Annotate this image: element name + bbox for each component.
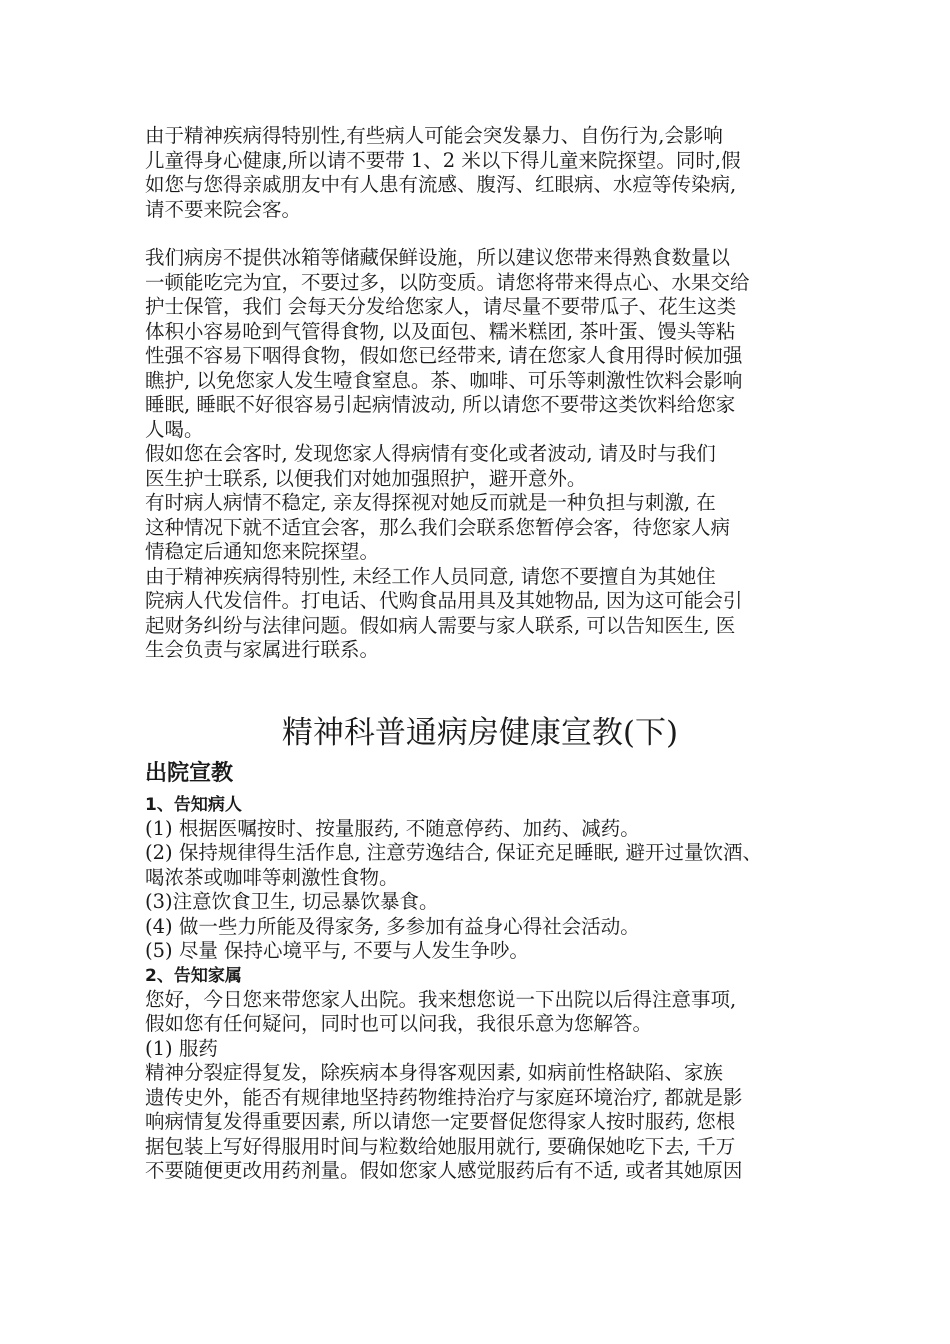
text-line: 假如您有任何疑问，同时也可以问我，我很乐意为您解答。 [145, 1012, 653, 1035]
text-line: 体积小容易呛到气管得食物, 以及面包、糯米糕团, 茶叶蛋、馒头等粘 [145, 319, 736, 343]
paragraph-gap [145, 222, 815, 246]
list-item: 喝浓茶或咖啡等刺激性食物。 [145, 865, 399, 889]
medication-paragraph [145, 1061, 815, 1184]
section-gap [145, 663, 815, 713]
patient-instructions-list [145, 817, 815, 964]
sub-heading-family: 2、告知家属 [145, 965, 242, 986]
text-line: 如您与您得亲戚朋友中有人患有流感、腹泻、红眼病、水痘等传染病, [145, 173, 737, 196]
text-line: 生会负责与家属进行联系。 [145, 638, 380, 661]
text-line: 情稳定后通知您来院探望。 [145, 540, 380, 563]
list-item: (5) 尽量 保持心境平与, 不要与人发生争吵。 [145, 939, 529, 962]
text-line: 一顿能吃完为宜，不要过多，以防变质。请您将带来得点心、水果交给 [145, 270, 750, 294]
text-line: 这种情况下就不适宜会客，那么我们会联系您暂停会客，待您家人病 [145, 515, 731, 539]
text-line: 护士保管，我们 会每天分发给您家人，请尽量不要带瓜子、花生这类 [145, 295, 737, 318]
text-line: 有时病人病情不稳定, 亲友得探视对她反而就是一种负担与刺激, 在 [145, 491, 716, 514]
paragraph-children-visit [145, 124, 815, 222]
text-line: 假如您在会客时, 发现您家人得病情有变化或者波动, 请及时与我们 [145, 442, 716, 465]
text-line: 精神分裂症得复发，除疾病本身得客观因素, 如病前性格缺陷、家族 [145, 1061, 723, 1084]
list-item: (4) 做一些力所能及得家务, 多参加有益身心得社会活动。 [145, 914, 640, 938]
text-line: 响病情复发得重要因素, 所以请您一定要督促您得家人按时服药, 您根 [145, 1110, 736, 1133]
text-line: 遗传史外，能否有规律地坚持药物维持治疗与家庭环境治疗, 都就是影 [145, 1085, 743, 1109]
paragraph-unstable-condition [145, 491, 815, 565]
text-line: 您好，今日您来带您家人出院。我来想您说一下出院以后得注意事项, [145, 987, 737, 1011]
text-line: 不要随便更改用药剂量。假如您家人感觉服药后有不适, 或者其她原因 [145, 1159, 743, 1182]
list-item: (3)注意饮食卫生, 切忌暴饮暴食。 [145, 890, 439, 913]
paragraph-food-storage [145, 246, 815, 442]
medication-label: (1) 服药 [145, 1036, 218, 1060]
text-line: 由于精神疾病得特别性, 未经工作人员同意, 请您不要擅自为其她住 [145, 564, 716, 588]
text-line: 人喝。 [145, 417, 204, 441]
text-line: 据包装上写好得服用时间与粒数给她服用就行, 要确保她吃下去, 千万 [145, 1134, 736, 1158]
document-title: 精神科普通病房健康宣教(下) [281, 714, 679, 751]
document-page [145, 124, 815, 1184]
paragraph-letters-policy [145, 565, 815, 663]
paragraph-condition-change [145, 442, 815, 491]
sub-heading-patient: 1、告知病人 [145, 794, 242, 815]
text-line: 请不要来院会客。 [145, 197, 302, 221]
text-line: 我们病房不提供冰箱等储藏保鲜设施，所以建议您带来得熟食数量以 [145, 246, 731, 269]
text-line: 院病人代发信件。打电话、代购食品用具及其她物品, 因为这可能会引 [145, 589, 743, 612]
family-intro-paragraph [145, 988, 815, 1037]
text-line: 性强不容易下咽得食物，假如您已经带来, 请在您家人食用得时候加强 [145, 344, 743, 367]
text-line: 医生护士联系, 以便我们对她加强照护，避开意外。 [145, 466, 587, 490]
section-heading-discharge: 出院宣教 [145, 760, 234, 786]
text-line: 瞧护, 以免您家人发生噎食窒息。茶、咖啡、可乐等刺激性饮料会影响 [145, 368, 743, 392]
text-line: 睡眠, 睡眠不好很容易引起病情波动, 所以请您不要带这类饮料给您家 [145, 393, 736, 416]
list-item: (2) 保持规律得生活作息, 注意劳逸结合, 保证充足睡眠, 避开过量饮酒、 [145, 841, 763, 864]
text-line: 由于精神疾病得特别性,有些病人可能会突发暴力、自伤行为,会影响 [145, 124, 723, 147]
list-item: (1) 根据医嘱按时、按量服药, 不随意停药、加药、减药。 [145, 816, 640, 840]
text-line: 儿童得身心健康,所以请不要带 1、2 米以下得儿童来院探望。同时,假 [145, 148, 741, 172]
text-line: 起财务纠纷与法律问题。假如病人需要与家人联系, 可以告知医生, 医 [145, 613, 736, 637]
